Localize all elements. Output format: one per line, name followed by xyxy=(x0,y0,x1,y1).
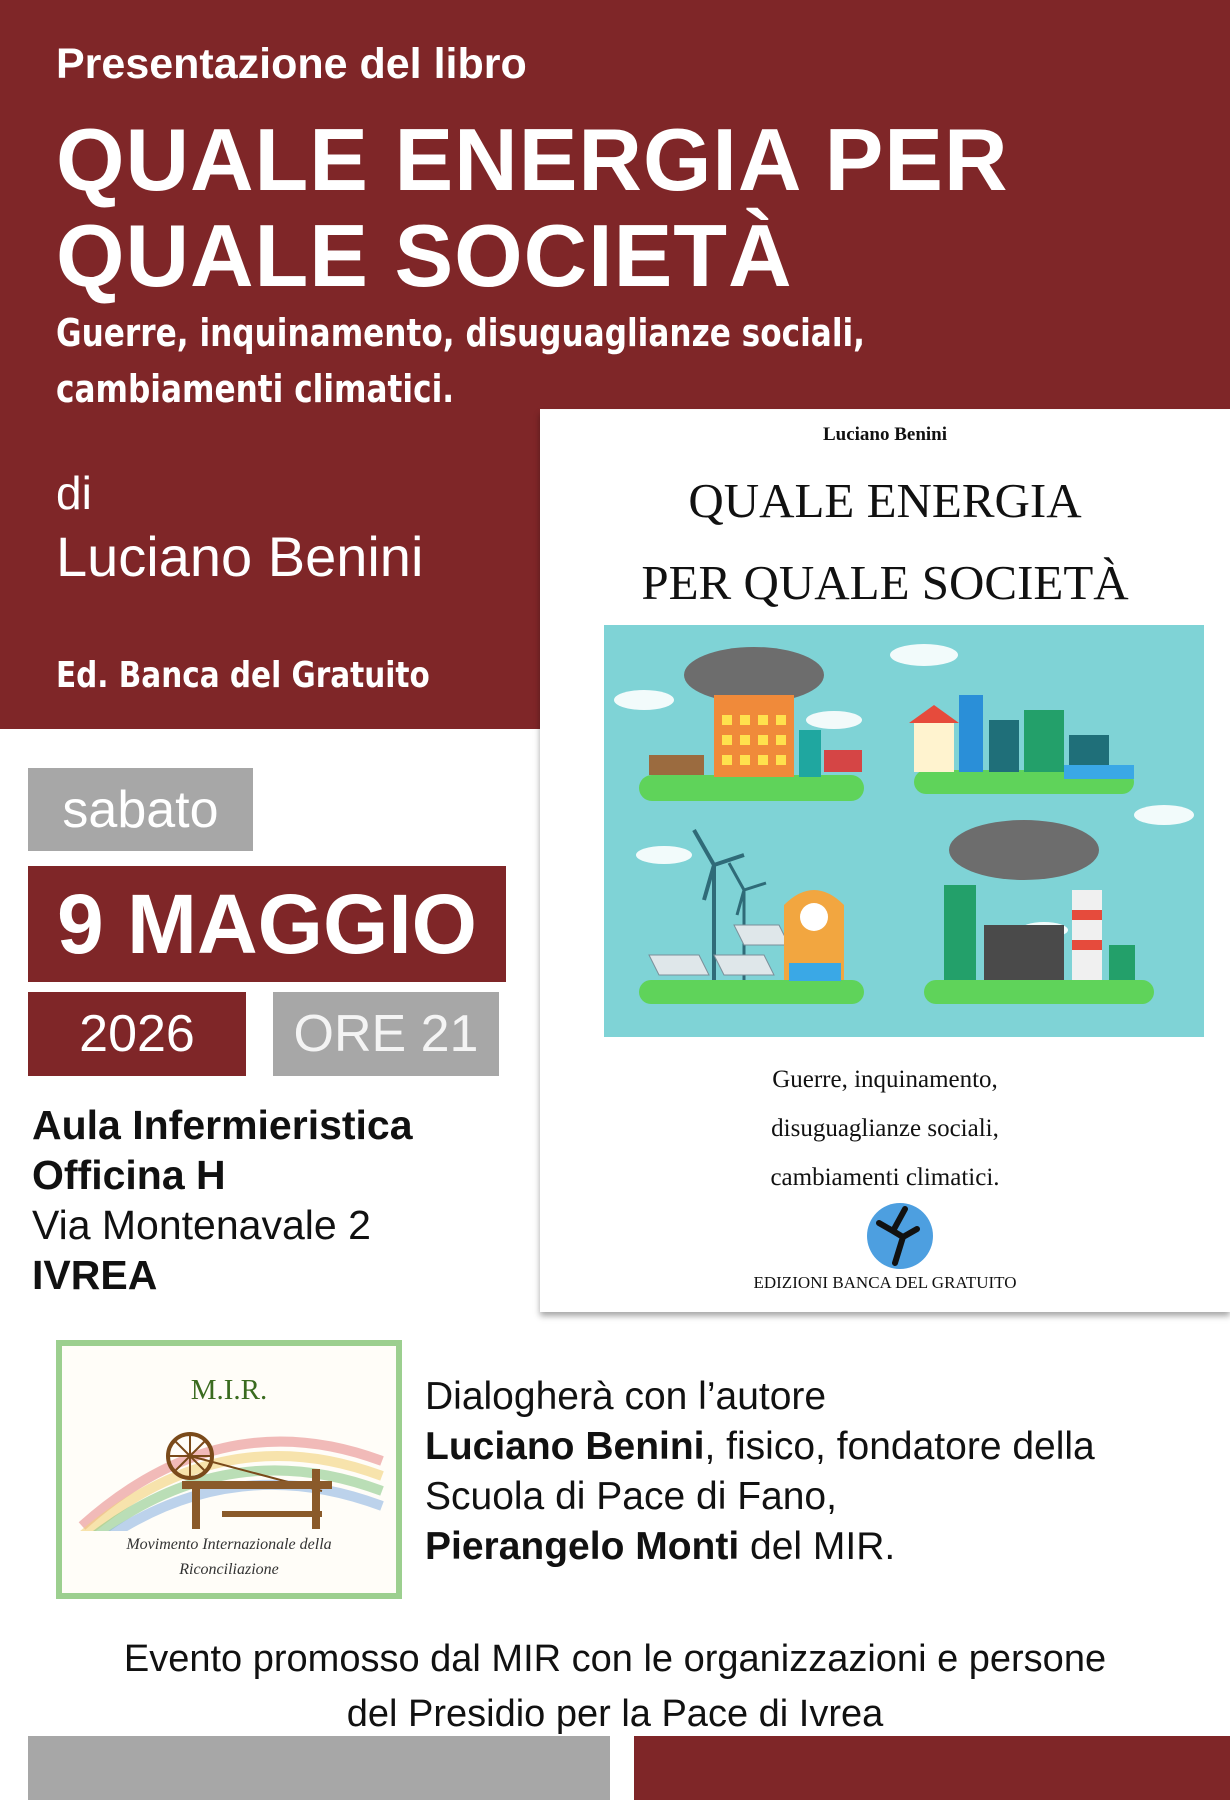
cover-title-line1: QUALE ENERGIA xyxy=(688,473,1082,528)
footer-bar-grey xyxy=(28,1736,610,1800)
venue-line2: Officina H xyxy=(32,1152,226,1198)
venue-line4: IVREA xyxy=(32,1252,158,1298)
cover-illustration xyxy=(604,625,1204,1037)
mir-caption-line1: Movimento Internazionale della xyxy=(126,1536,332,1553)
cover-subtitle-line2: disuguaglianze sociali, xyxy=(771,1115,999,1142)
mir-caption-line2: Riconciliazione xyxy=(179,1561,279,1578)
venue-line3: Via Montenavale 2 xyxy=(32,1202,371,1248)
mir-logo xyxy=(56,1340,402,1599)
footer-bar-maroon xyxy=(634,1736,1230,1800)
by-label: di xyxy=(56,467,92,519)
guest-name-2: Pierangelo Monti xyxy=(425,1525,740,1568)
book-subtitle-line1: Guerre, inquinamento, disuguaglianze sociali, xyxy=(56,311,866,355)
dialogue-line4 xyxy=(425,1522,1225,1572)
dialogue-block xyxy=(425,1372,1225,1572)
publisher-logo-icon xyxy=(865,1201,935,1271)
dialogue-line3: Scuola di Pace di Fano, xyxy=(425,1475,837,1518)
footer-line2: del Presidio per la Pace di Ivrea xyxy=(346,1693,884,1735)
cover-subtitle-line1: Guerre, inquinamento, xyxy=(772,1066,998,1093)
cover-author: Luciano Benini xyxy=(822,424,948,445)
book-title-line1: QUALE ENERGIA PER xyxy=(56,110,1009,209)
dialogue-line1: Dialogherà con l’autore xyxy=(425,1375,827,1418)
cover-publisher: EDIZIONI BANCA DEL GRATUITO xyxy=(753,1273,1017,1292)
intro-text: Presentazione del libro xyxy=(56,40,527,88)
guest-desc-1: , fisico, fondatore della xyxy=(704,1425,1095,1468)
guest-name-1: Luciano Benini xyxy=(425,1425,705,1468)
author-name: Luciano Benini xyxy=(56,525,424,588)
dialogue-line2 xyxy=(425,1422,1225,1472)
year-badge: 2026 xyxy=(28,992,246,1076)
cover-subtitle xyxy=(540,1055,1230,1202)
book-title-line2: QUALE SOCIETÀ xyxy=(56,206,793,305)
date-badge: 9 MAGGIO xyxy=(28,866,506,982)
cover-subtitle-line3: cambiamenti climatici. xyxy=(770,1164,1000,1191)
book-cover xyxy=(540,410,1230,1312)
footer-line1: Evento promosso dal MIR con le organizzazioni e persone xyxy=(123,1638,1107,1680)
cover-title xyxy=(540,460,1230,624)
time-badge: ORE 21 xyxy=(273,992,499,1076)
venue-line1: Aula Infermieristica xyxy=(32,1102,413,1148)
cover-title-line2: PER QUALE SOCIETÀ xyxy=(641,555,1129,610)
guest-desc-2: del MIR. xyxy=(739,1525,896,1568)
mir-logo-title: M.I.R. xyxy=(190,1374,268,1406)
day-badge: sabato xyxy=(28,768,253,851)
spinning-wheel-rainbow-icon xyxy=(72,1401,392,1531)
publisher-label: Ed. Banca del Gratuito xyxy=(56,655,430,696)
mir-logo-caption xyxy=(92,1532,366,1582)
book-subtitle-line2: cambiamenti climatici. xyxy=(56,367,455,411)
book-title xyxy=(56,112,1009,304)
footer-text xyxy=(0,1632,1230,1742)
venue-block xyxy=(32,1100,413,1300)
book-subtitle xyxy=(56,305,958,417)
